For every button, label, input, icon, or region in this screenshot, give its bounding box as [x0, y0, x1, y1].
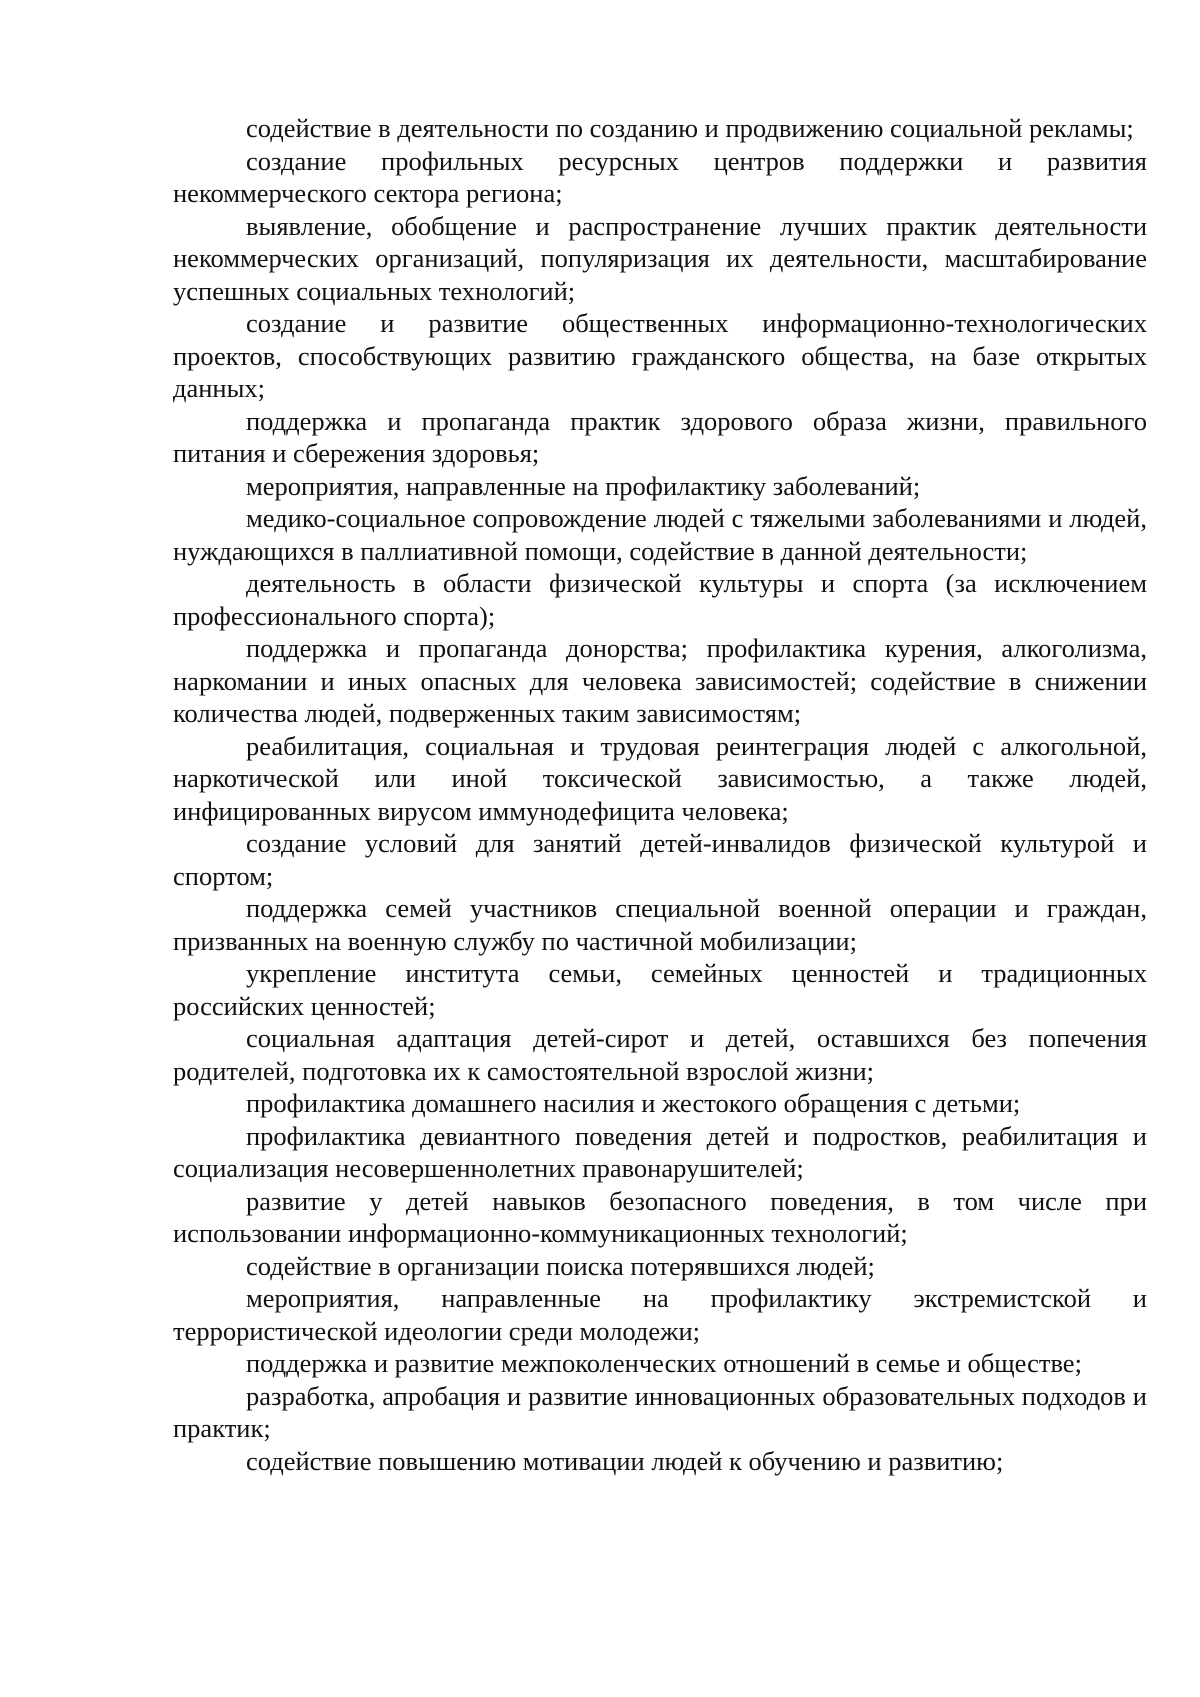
- paragraph-intergenerational: поддержка и развитие межпоколенческих отношений в семье и обществе;: [246, 1348, 1082, 1378]
- paragraph-rehabilitation: реабилитация, социальная и трудовая реинтеграция людей с алкогольной, наркотической или иной токсической зависимостью, а также людей, инфицированных вирусом иммунодефицита человека;: [173, 730, 1147, 826]
- paragraph-family-values: укрепление института семьи, семейных ценностей и традиционных российских ценностей;: [173, 958, 1147, 1021]
- paragraph-orphans-adaptation: социальная адаптация детей-сирот и детей, оставшихся без попечения родителей, подготовка их к самостоятельной взрослой жизни;: [173, 1023, 1147, 1086]
- paragraph-domestic-violence: профилактика домашнего насилия и жестокого обращения с детьми;: [246, 1088, 1021, 1118]
- paragraph-child-safety: развитие у детей навыков безопасного поведения, в том числе при использовании информационно-коммуникационных технологий;: [173, 1185, 1147, 1248]
- paragraph-social-advertising: содействие в деятельности по созданию и продвижению социальной рекламы;: [246, 113, 1134, 143]
- paragraph-resource-centers: создание профильных ресурсных центров поддержки и развития некоммерческого сектора региона;: [173, 145, 1147, 208]
- paragraph-military-families: поддержка семей участников специальной военной операции и граждан, призванных на военную службу по частичной мобилизации;: [173, 893, 1147, 956]
- paragraph-deviant-behavior: профилактика девиантного поведения детей и подростков, реабилитация и социализация несовершеннолетних правонарушителей;: [173, 1120, 1147, 1183]
- paragraph-it-projects: создание и развитие общественных информационно-технологических проектов, способствующих развитию гражданского общества, на базе открытых данных;: [173, 308, 1147, 403]
- paragraph-donorship-addiction: поддержка и пропаганда донорства; профилактика курения, алкоголизма, наркомании и иных опасных для человека зависимостей; содействие в снижении количества людей, подверженных таким зависимостям;: [173, 633, 1147, 728]
- paragraph-physical-culture: деятельность в области физической культуры и спорта (за исключением профессионального спорта);: [173, 568, 1147, 631]
- paragraph-extremism-prevention: мероприятия, направленные на профилактику экстремистской и террористической идеологии среди молодежи;: [173, 1283, 1147, 1346]
- paragraph-disabled-children-sport: создание условий для занятий детей-инвалидов физической культурой и спортом;: [173, 828, 1147, 891]
- paragraph-medical-social-support: медико-социальное сопровождение людей с тяжелыми заболеваниями и людей, нуждающихся в паллиативной помощи, содействие в данной деятельности;: [173, 503, 1147, 566]
- paragraph-best-practices: выявление, обобщение и распространение лучших практик деятельности некоммерческих организаций, популяризация их деятельности, масштабирование успешных социальных технологий;: [173, 210, 1147, 306]
- document-body: [173, 112, 1147, 1477]
- paragraph-disease-prevention: мероприятия, направленные на профилактику заболеваний;: [246, 470, 921, 501]
- paragraph-educational-innovation: разработка, апробация и развитие инновационных образовательных подходов и практик;: [173, 1380, 1147, 1443]
- paragraph-missing-people: содействие в организации поиска потерявшихся людей;: [246, 1250, 875, 1281]
- paragraph-healthy-lifestyle: поддержка и пропаганда практик здорового образа жизни, правильного питания и сбережения здоровья;: [173, 405, 1147, 468]
- paragraph-learning-motivation: содействие повышению мотивации людей к обучению и развитию;: [246, 1445, 1004, 1476]
